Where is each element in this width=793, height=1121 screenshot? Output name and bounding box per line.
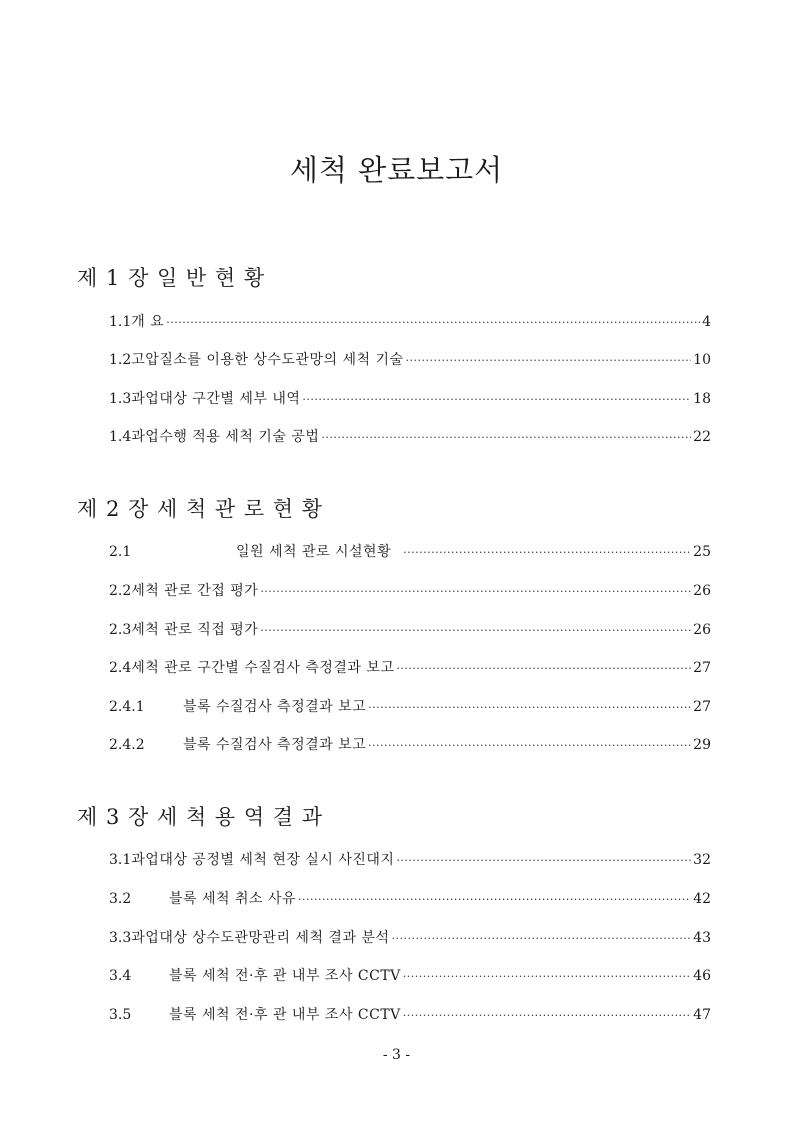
toc-entry-page: 18 — [693, 391, 711, 407]
toc-entry-label: 블록 수질검사 측정결과 보고 — [183, 699, 367, 715]
toc-entry-number: 1.1 — [109, 314, 132, 330]
toc-entry-label: 세척 관로 직접 평가 — [131, 622, 259, 638]
toc-entry-label: 고압질소를 이용한 상수도관망의 세척 기술 — [131, 352, 404, 368]
toc-entry-page: 47 — [693, 1007, 711, 1023]
toc-entry-number: 3.5 — [109, 1007, 132, 1023]
toc-entry-number: 1.2 — [109, 352, 132, 368]
toc-leader-dots — [406, 354, 692, 367]
toc-entry-label: 과업수행 적용 세척 기술 공법 — [131, 429, 320, 445]
toc-entry-page: 10 — [693, 352, 711, 368]
toc-leader-dots — [368, 701, 691, 714]
toc-entry-label: 블록 수질검사 측정결과 보고 — [183, 737, 367, 753]
toc-leader-dots — [321, 431, 691, 444]
toc-entry[interactable] — [109, 657, 711, 677]
toc-entry[interactable] — [109, 965, 711, 985]
toc-entry-page: 27 — [693, 699, 711, 715]
toc-leader-dots — [403, 1009, 691, 1022]
toc-entry-number: 2.3 — [109, 622, 132, 638]
toc-entry-page: 46 — [693, 968, 711, 984]
toc-leader-dots — [298, 893, 691, 906]
toc-entry-number: 2.4 — [109, 660, 132, 676]
toc-entry-page: 22 — [693, 429, 711, 445]
toc-entry-number: 3.1 — [109, 852, 132, 868]
toc-entry-label: 블록 세척 전·후 관 내부 조사 CCTV — [169, 968, 401, 984]
toc-entry-label: 블록 세척 취소 사유 — [169, 891, 297, 907]
toc-entry-number: 3.2 — [109, 891, 132, 907]
toc-entry-label: 과업대상 상수도관망관리 세척 결과 분석 — [131, 930, 390, 946]
toc-entry-label: 세척 관로 간접 평가 — [131, 583, 259, 599]
toc-entry-number: 3.3 — [109, 930, 132, 946]
toc-entry[interactable] — [109, 849, 711, 869]
toc-entry-number: 1.4 — [109, 429, 132, 445]
toc-entry-page: 4 — [702, 314, 711, 330]
toc-leader-dots — [260, 624, 691, 637]
toc-entry[interactable] — [109, 1004, 711, 1024]
toc-leader-dots — [403, 546, 691, 559]
toc-entry-label: 개 요 — [131, 314, 165, 330]
toc-leader-dots — [302, 393, 691, 406]
chapter-3-heading: 제 3 장 세 척 용 역 결 과 — [77, 805, 324, 829]
toc-entry-label: 세척 관로 구간별 수질검사 측정결과 보고 — [131, 660, 395, 676]
toc-entry[interactable] — [109, 426, 711, 446]
toc-entry-page: 32 — [693, 852, 711, 868]
toc-entry-page: 29 — [693, 737, 711, 753]
page-number: - 3 - — [382, 1047, 411, 1063]
toc-entry[interactable] — [109, 580, 711, 600]
toc-entry[interactable] — [109, 311, 711, 331]
toc-entry-number: 3.4 — [109, 968, 132, 984]
toc-entry-page: 27 — [693, 660, 711, 676]
toc-entry-label: 과업대상 공정별 세척 현장 실시 사진대지 — [131, 852, 395, 868]
toc-entry[interactable] — [109, 927, 711, 947]
toc-leader-dots — [403, 970, 691, 983]
toc-entry-number: 2.4.1 — [109, 699, 145, 715]
toc-entry-label: 블록 세척 전·후 관 내부 조사 CCTV — [169, 1007, 401, 1023]
toc-entry[interactable] — [109, 541, 711, 561]
toc-entry-page: 25 — [693, 544, 711, 560]
page-title: 세척 완료보고서 — [289, 153, 504, 187]
toc-entry-page: 42 — [693, 891, 711, 907]
toc-entry-page: 43 — [693, 930, 711, 946]
toc-entry[interactable] — [109, 888, 711, 908]
toc-leader-dots — [166, 316, 700, 329]
toc-entry-number: 1.3 — [109, 391, 132, 407]
toc-leader-dots — [396, 662, 691, 675]
toc-entry[interactable] — [109, 349, 711, 369]
toc-entry-number: 2.2 — [109, 583, 132, 599]
toc-leader-dots — [368, 739, 691, 752]
toc-entry-page: 26 — [693, 583, 711, 599]
toc-entry-page: 26 — [693, 622, 711, 638]
toc-entry-number: 2.4.2 — [109, 737, 145, 753]
toc-entry[interactable] — [109, 619, 711, 639]
toc-entry[interactable] — [109, 696, 711, 716]
toc-leader-dots — [260, 585, 691, 598]
toc-leader-dots — [396, 854, 691, 867]
toc-entry-label: 일원 세척 관로 시설현황 — [236, 544, 392, 560]
toc-entry[interactable] — [109, 734, 711, 754]
toc-entry-label: 과업대상 구간별 세부 내역 — [131, 391, 301, 407]
chapter-1-heading: 제 1 장 일 반 현 황 — [77, 266, 266, 290]
toc-leader-dots — [391, 932, 691, 945]
chapter-2-heading: 제 2 장 세 척 관 로 현 황 — [77, 497, 324, 521]
toc-entry-number: 2.1 — [109, 544, 132, 560]
toc-entry[interactable] — [109, 388, 711, 408]
